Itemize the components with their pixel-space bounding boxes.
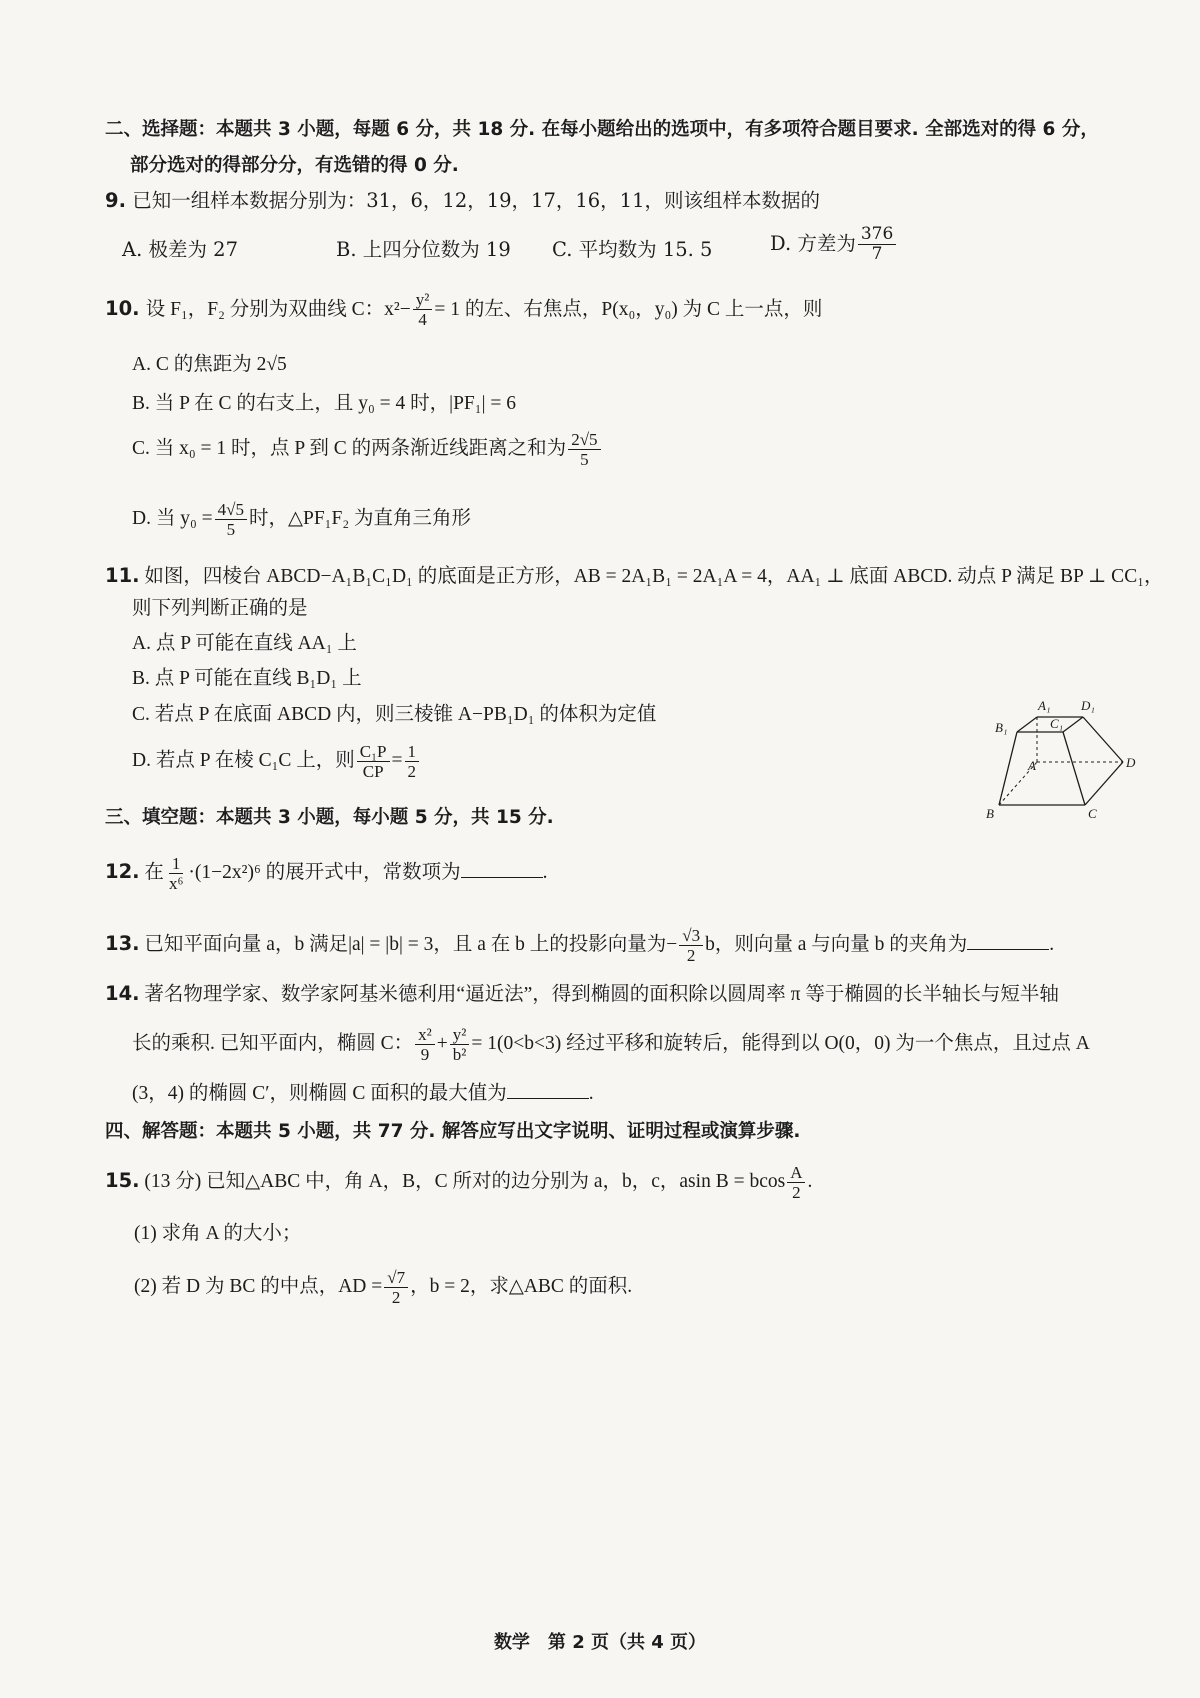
question-end: . bbox=[588, 1083, 594, 1104]
option-text: C. 当 x₀ = 1 时，点 P 到 C 的两条渐近线距离之和为 bbox=[132, 437, 567, 459]
fraction-denominator: 2 bbox=[792, 1183, 801, 1202]
section-2-title-line2: 部分选对的得部分分，有选错的得 0 分. bbox=[130, 155, 459, 176]
frustum-figure bbox=[985, 685, 1155, 825]
q10-option-a: A. C 的焦距为 2√5 bbox=[132, 354, 287, 375]
q10-option-b: B. 当 P 在 C 的右支上，且 y₀ = 4 时，|PF₁| = 6 bbox=[132, 393, 516, 414]
fraction-numerator: C₁P bbox=[357, 742, 390, 762]
label-B1: B₁ bbox=[995, 720, 1008, 735]
fraction-denominator: 4 bbox=[418, 310, 427, 329]
fraction-numerator: y² bbox=[413, 290, 433, 310]
question-text: 如图，四棱台 ABCD−A₁B₁C₁D₁ 的底面是正方形，AB = 2A₁B₁ = 2A₁A = 4，AA₁ ⊥ 底面 ABCD. 动点 P 满足 BP ⊥ CC₁， bbox=[144, 566, 1164, 587]
fraction-denominator: 5 bbox=[226, 520, 236, 539]
question-text: 在 bbox=[144, 861, 164, 883]
edge-CC1 bbox=[1063, 732, 1085, 805]
question-text-cont: ·(1−2x²)⁶ 的展开式中，常数项为 bbox=[188, 861, 461, 883]
question-text: 长的乘积. 已知平面内，椭圆 C： bbox=[132, 1032, 414, 1054]
fraction bbox=[413, 290, 433, 329]
question-text: (13 分) 已知△ABC 中，角 A，B，C 所对的边分别为 a，b，c，asin B = bcos bbox=[144, 1170, 786, 1192]
section-4-title: 四、解答题：本题共 5 小题，共 77 分. 解答应写出文字说明、证明过程或演算步骤. bbox=[105, 1121, 801, 1142]
fraction bbox=[415, 1025, 435, 1064]
fraction-numerator: √7 bbox=[384, 1268, 408, 1288]
q11-option-d bbox=[132, 742, 421, 781]
fraction-numerator: √3 bbox=[679, 926, 703, 946]
question-14-line2 bbox=[132, 1025, 1090, 1064]
fraction-denominator: 7 bbox=[871, 244, 883, 264]
fraction-numerator: 1 bbox=[169, 854, 184, 874]
fraction-numerator: x² bbox=[415, 1025, 435, 1045]
equals-sign: = bbox=[391, 749, 403, 771]
question-number: 9. bbox=[105, 189, 126, 212]
question-number: 11. bbox=[105, 564, 140, 587]
question-text: 设 F₁，F₂ 分别为双曲线 C：x²− bbox=[145, 299, 411, 320]
label-D1: D₁ bbox=[1081, 698, 1095, 713]
fraction-denominator: 5 bbox=[580, 450, 589, 469]
question-text: 已知平面向量 a，b 满足|a| = |b| = 3，且 a 在 b 上的投影向量为− bbox=[144, 933, 678, 955]
question-text-cont: = 1 的左、右焦点，P(x₀，y₀) 为 C 上一点，则 bbox=[434, 299, 823, 320]
label-B: B bbox=[986, 806, 994, 821]
edge-BB1 bbox=[999, 732, 1017, 805]
q15-part-2 bbox=[134, 1268, 632, 1307]
question-10-stem bbox=[105, 290, 822, 329]
question-number: 15. bbox=[105, 1168, 140, 1192]
option-text: D. 若点 P 在棱 C₁C 上，则 bbox=[132, 749, 355, 771]
plus-sign: + bbox=[436, 1032, 448, 1054]
label-D: D bbox=[1126, 755, 1136, 770]
question-9-stem bbox=[105, 187, 820, 215]
question-number: 10. bbox=[105, 297, 140, 320]
question-text: 著名物理学家、数学家阿基米德利用“逼近法”，得到椭圆的面积除以圆周率 π 等于椭圆的长半轴长与短半轴 bbox=[144, 984, 1059, 1005]
fraction-numerator: y² bbox=[450, 1025, 470, 1045]
question-14-line1 bbox=[105, 980, 1059, 1009]
fraction bbox=[215, 500, 247, 539]
section-3-title: 三、填空题：本题共 3 小题，每小题 5 分，共 15 分. bbox=[105, 807, 554, 828]
answer-blank bbox=[461, 859, 543, 878]
edge-CD bbox=[1085, 762, 1123, 805]
fraction bbox=[450, 1025, 470, 1064]
fraction bbox=[858, 225, 896, 264]
label-C1: C₁ bbox=[1050, 716, 1064, 731]
label-A: A bbox=[1028, 758, 1036, 773]
fraction-numerator: 1 bbox=[405, 742, 420, 762]
fraction-denominator: CP bbox=[362, 762, 384, 781]
page-footer: 数学 第 2 页（共 4 页） bbox=[493, 1632, 707, 1653]
q9-option-b: B. 上四分位数为 19 bbox=[336, 238, 511, 261]
edge-DD1 bbox=[1083, 717, 1123, 762]
edge-C1D1 bbox=[1063, 717, 1083, 732]
answer-blank bbox=[967, 931, 1049, 950]
edge-A1B1 bbox=[1017, 717, 1037, 732]
question-15-stem bbox=[105, 1163, 812, 1202]
fraction bbox=[787, 1163, 805, 1202]
question-text: (2) 若 D 为 BC 的中点，AD = bbox=[134, 1275, 383, 1297]
q9-option-d bbox=[770, 225, 898, 264]
label-C: C bbox=[1088, 806, 1097, 821]
q15-part-1: (1) 求角 A 的大小； bbox=[134, 1223, 302, 1244]
question-11-stem-line1 bbox=[105, 562, 1164, 591]
fraction bbox=[166, 854, 186, 893]
question-text-cont: ，b = 2，求△ABC 的面积. bbox=[410, 1275, 633, 1297]
fraction bbox=[679, 926, 703, 965]
q9-option-c: C. 平均数为 15. 5 bbox=[552, 238, 713, 261]
section-2-title-line1: 二、选择题：本题共 3 小题，每题 6 分，共 18 分. 在每小题给出的选项中，有多项符合题目要求. 全部选对的得 6 分， bbox=[105, 119, 1099, 140]
question-text-cont: = 1(0<b<3) 经过平移和旋转后，能得到以 O(0，0) 为一个焦点，且过点 A bbox=[471, 1032, 1090, 1054]
fraction-denominator: 2 bbox=[686, 946, 696, 965]
fraction bbox=[405, 742, 420, 781]
question-text: 已知一组样本数据分别为：31，6，12，19，17，16，11，则该组样本数据的 bbox=[132, 189, 820, 212]
question-end: . bbox=[807, 1170, 813, 1192]
label-A1: A₁ bbox=[1038, 698, 1051, 713]
q10-option-c bbox=[132, 430, 603, 469]
question-12 bbox=[105, 854, 548, 893]
q10-option-d bbox=[132, 500, 471, 539]
fraction bbox=[568, 430, 600, 469]
q11-option-c: C. 若点 P 在底面 ABCD 内，则三棱锥 A−PB₁D₁ 的体积为定值 bbox=[132, 704, 657, 725]
fraction-numerator: 4√5 bbox=[215, 500, 247, 520]
fraction-numerator: 2√5 bbox=[568, 430, 600, 450]
fraction-denominator: 2 bbox=[407, 762, 416, 781]
question-11-stem-line2: 则下列判断正确的是 bbox=[132, 596, 308, 619]
question-number: 14. bbox=[105, 982, 140, 1005]
question-number: 13. bbox=[105, 931, 140, 955]
question-end: . bbox=[542, 861, 548, 883]
answer-blank bbox=[507, 1080, 589, 1099]
fraction bbox=[384, 1268, 408, 1307]
fraction-denominator: 2 bbox=[391, 1288, 401, 1307]
question-14-line3 bbox=[132, 1080, 594, 1108]
q11-option-b: B. 点 P 可能在直线 B₁D₁ 上 bbox=[132, 668, 362, 689]
q11-option-a: A. 点 P 可能在直线 AA₁ 上 bbox=[132, 633, 357, 654]
option-text-cont: 时，△PF₁F₂ 为直角三角形 bbox=[248, 507, 471, 529]
question-13 bbox=[105, 926, 1054, 965]
fraction bbox=[357, 742, 390, 781]
fraction-numerator: 376 bbox=[858, 225, 896, 245]
question-end: . bbox=[1049, 933, 1055, 955]
fraction-denominator: b² bbox=[452, 1045, 467, 1064]
q9-option-a: A. 极差为 27 bbox=[122, 238, 238, 261]
fraction-denominator: x⁶ bbox=[168, 874, 184, 893]
question-text: (3，4) 的椭圆 C′，则椭圆 C 面积的最大值为 bbox=[132, 1083, 507, 1104]
fraction-denominator: 9 bbox=[420, 1045, 430, 1064]
option-text: D. 当 y₀ = bbox=[132, 507, 213, 529]
option-text: D. 方差为 bbox=[770, 232, 856, 255]
question-text-cont: b，则向量 a 与向量 b 的夹角为 bbox=[705, 933, 968, 955]
fraction-numerator: A bbox=[787, 1163, 805, 1183]
question-number: 12. bbox=[105, 859, 140, 883]
